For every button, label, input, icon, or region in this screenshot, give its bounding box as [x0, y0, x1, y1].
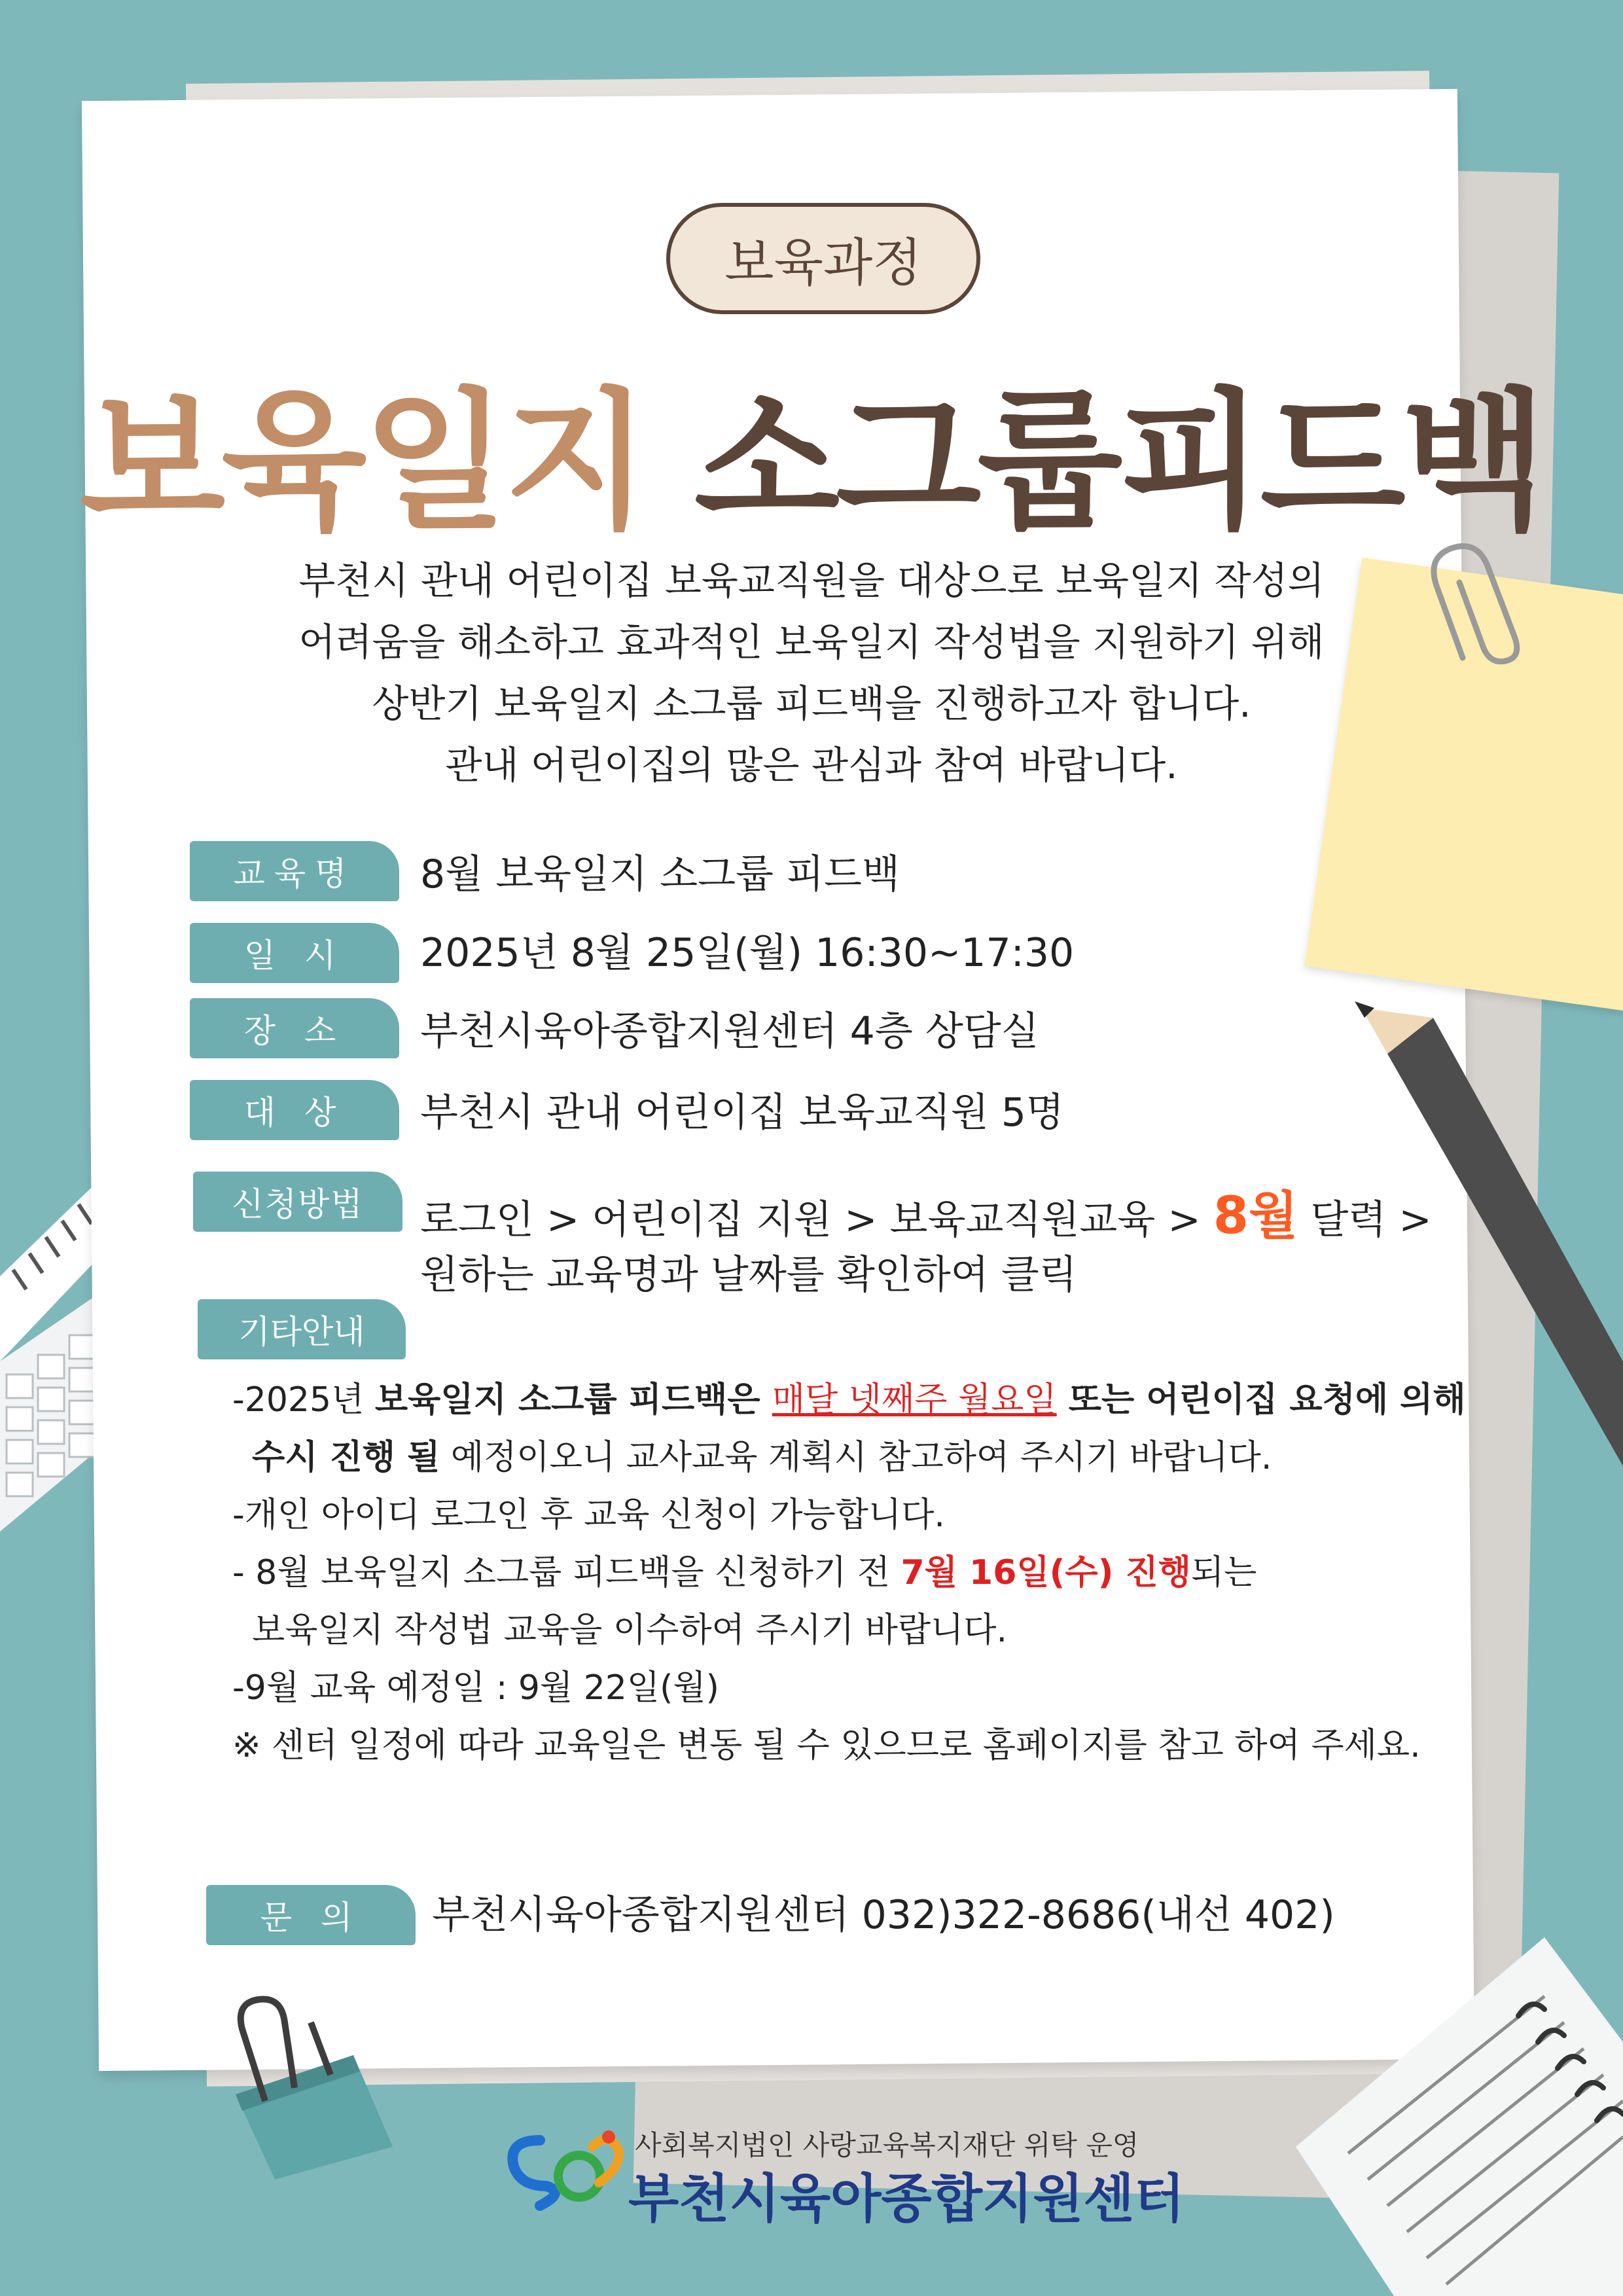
footer-subtitle: 사회복지법인 사랑교육복지재단 위탁 운영	[635, 2129, 1139, 2161]
intro-text	[164, 550, 1459, 796]
note-line: 보육일지 작성법 교육을 이수하여 주시기 바랍니다.	[252, 1611, 1008, 1650]
place-value: 부천시육아종합지원센터 4층 상담실	[420, 1009, 1039, 1054]
apply-value-line1	[420, 1175, 1432, 1248]
target-value: 부천시 관내 어린이집 보육교직원 5명	[420, 1090, 1064, 1136]
contact-label: 문 의	[206, 1885, 416, 1945]
apply-path-end: 달력 >	[1298, 1197, 1432, 1243]
contact-value: 부천시육아종합지원센터 032)322-8686(내선 402)	[432, 1892, 1335, 1938]
footer-center-name: 부천시육아종합지원센터	[628, 2168, 1185, 2229]
note-line: -2025년 보육일지 소그룹 피드백은 매달 넷째주 월요일 또는 어린이집 요청에 의해	[232, 1380, 1466, 1420]
note-line: -9월 교육 예정일 : 9월 22일(월)	[232, 1668, 719, 1708]
notebook-illustration	[1270, 1937, 1623, 2296]
intro-line: 관내 어린이집의 많은 관심과 참여 바랍니다.	[445, 743, 1178, 787]
note-line: - 8월 보육일지 소그룹 피드백을 신청하기 전 7월 16일(수) 진행되는	[232, 1553, 1257, 1592]
intro-line: 어려움을 해소하고 효과적인 보육일지 작성법을 지원하기 위해	[298, 620, 1325, 664]
place-label: 장 소	[190, 998, 399, 1058]
target-label: 대 상	[190, 1080, 399, 1140]
apply-month-highlight: 8월	[1213, 1187, 1298, 1246]
other-label: 기타안내	[198, 1299, 406, 1359]
intro-line: 상반기 보육일지 소그룹 피드백을 진행하고자 합니다.	[372, 681, 1251, 726]
course-value: 8월 보육일지 소그룹 피드백	[420, 852, 900, 897]
datetime-value: 2025년 8월 25일(월) 16:30~17:30	[420, 930, 1075, 976]
apply-label: 신청방법	[193, 1172, 402, 1232]
note-line: 수시 진행 될 예정이오니 교사교육 계획시 참고하여 주시기 바랍니다.	[252, 1438, 1272, 1477]
intro-line: 부천시 관내 어린이집 보육교직원을 대상으로 보육일지 작성의	[298, 558, 1325, 603]
note-line: ※ 센터 일정에 따라 교육일은 변동 될 수 있으므로 홈페이지를 참고 하여 주세요.	[232, 1726, 1421, 1765]
center-logo-icon	[501, 2121, 625, 2212]
course-label: 교육명	[190, 841, 399, 901]
datetime-label: 일 시	[190, 923, 399, 983]
title-part2: 소그룹피드백	[694, 375, 1543, 550]
apply-path: 로그인 > 어린이집 지원 > 보육교직원교육 >	[420, 1197, 1213, 1243]
apply-value-line2: 원하는 교육명과 날짜를 확인하여 클릭	[420, 1252, 1077, 1298]
other-notes	[232, 1371, 1515, 1774]
page-title	[0, 340, 1623, 557]
category-badge: 보육과정	[666, 203, 980, 314]
note-line: -개인 아이디 로그인 후 교육 신청이 가능합니다.	[232, 1496, 945, 1535]
title-part1: 보육일지	[80, 375, 646, 550]
binder-clip-icon	[196, 1983, 412, 2179]
